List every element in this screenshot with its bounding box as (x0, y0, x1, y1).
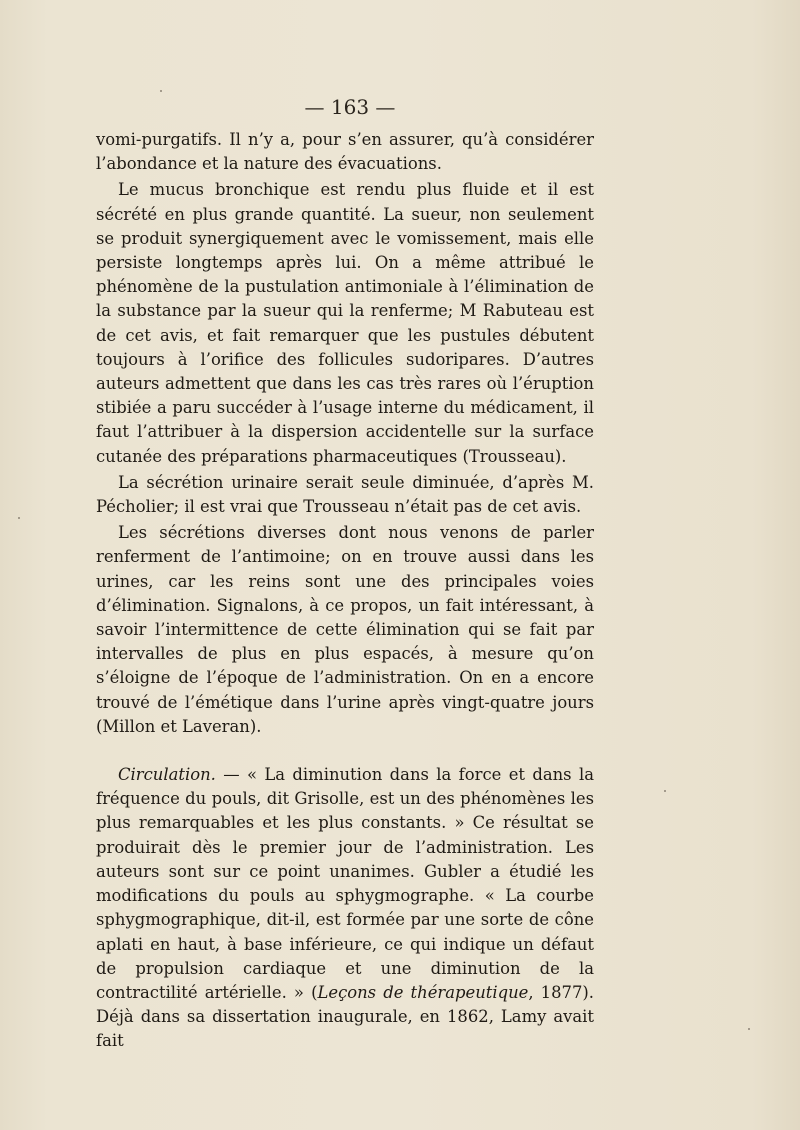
paragraph-circulation (96, 763, 594, 1053)
section-gap (96, 739, 594, 763)
body-text (96, 128, 594, 1054)
page-number: — 163 — (304, 95, 396, 119)
paragraph-antimony-elimination: Les sécrétions diverses dont nous venons de parler renferment de l’antimoine; on en trouve aussi dans les urines, car les reins sont une des principales voies d’élimination. Signalons, à ce propos, un fait intéressant, à savoir l’intermittence de cette élimination qui se fait par intervalles de plus en plus espacés, à mesure qu’on s’éloigne de l’époque de l’administration. On en a encore trouvé de l’émétique dans l’urine après vingt-quatre jours (Millon et Laveran). (96, 523, 594, 736)
citation-title: Leçons de thérapeutique (317, 982, 529, 1002)
circulation-text-part-2: , 1877). Déjà dans sa dissertation inaugurale, en 1862, Lamy avait fait (96, 982, 594, 1051)
paragraph-urinary-secretion: La sécrétion urinaire serait seule diminuée, d’après M. Pécholier; il est vrai que Trousseau n’était pas de cet avis. (96, 472, 594, 517)
paragraph-continuation: vomi-purgatifs. Il n’y a, pour s’en assurer, qu’à considérer l’abondance et la nature des évacuations. (96, 130, 594, 174)
circulation-text-part-1: — « La diminution dans la force et dans la fréquence du pouls, dit Grisolle, est un des phénomènes les plus remarquables et les plus constants. » Ce résultat se produirait dès le premier jour de l’administration. Les auteurs sont sur ce point unanimes. Gubler a étudié les modifications du pouls au sphygmographe. « La courbe sphygmographique, dit-il, est formée par une sorte de cône aplati en haut, à base inférieure, ce qui indique un défaut de propulsion cardiaque et une diminution de la contractilité artérielle. » ( (96, 765, 594, 1002)
paper-speck (18, 517, 20, 519)
paper-speck (748, 1028, 750, 1030)
section-heading-circulation: Circulation. (118, 765, 216, 785)
paragraph-secretions-sweat: Le mucus bronchique est rendu plus fluide et il est sécrété en plus grande quantité. La sueur, non seulement se produit synergiquement avec le vomissement, mais elle persiste longtemps après lui. On a même attribué le phénomène de la pustulation antimoniale à l’élimination de la substance par la sueur qui la renferme; M Rabuteau est de cet avis, et fait remarquer que les pustules débutent toujours à l’orifice des follicules sudoripares. D’autres auteurs admettent que dans les cas très rares où l’éruption stibiée a paru succéder à l’usage interne du médicament, il faut l’attribuer à la dispersion accidentelle sur la surface cutanée des préparations pharmaceutiques (Trousseau). (96, 180, 594, 466)
paper-speck (664, 790, 666, 792)
paper-speck (160, 90, 162, 92)
